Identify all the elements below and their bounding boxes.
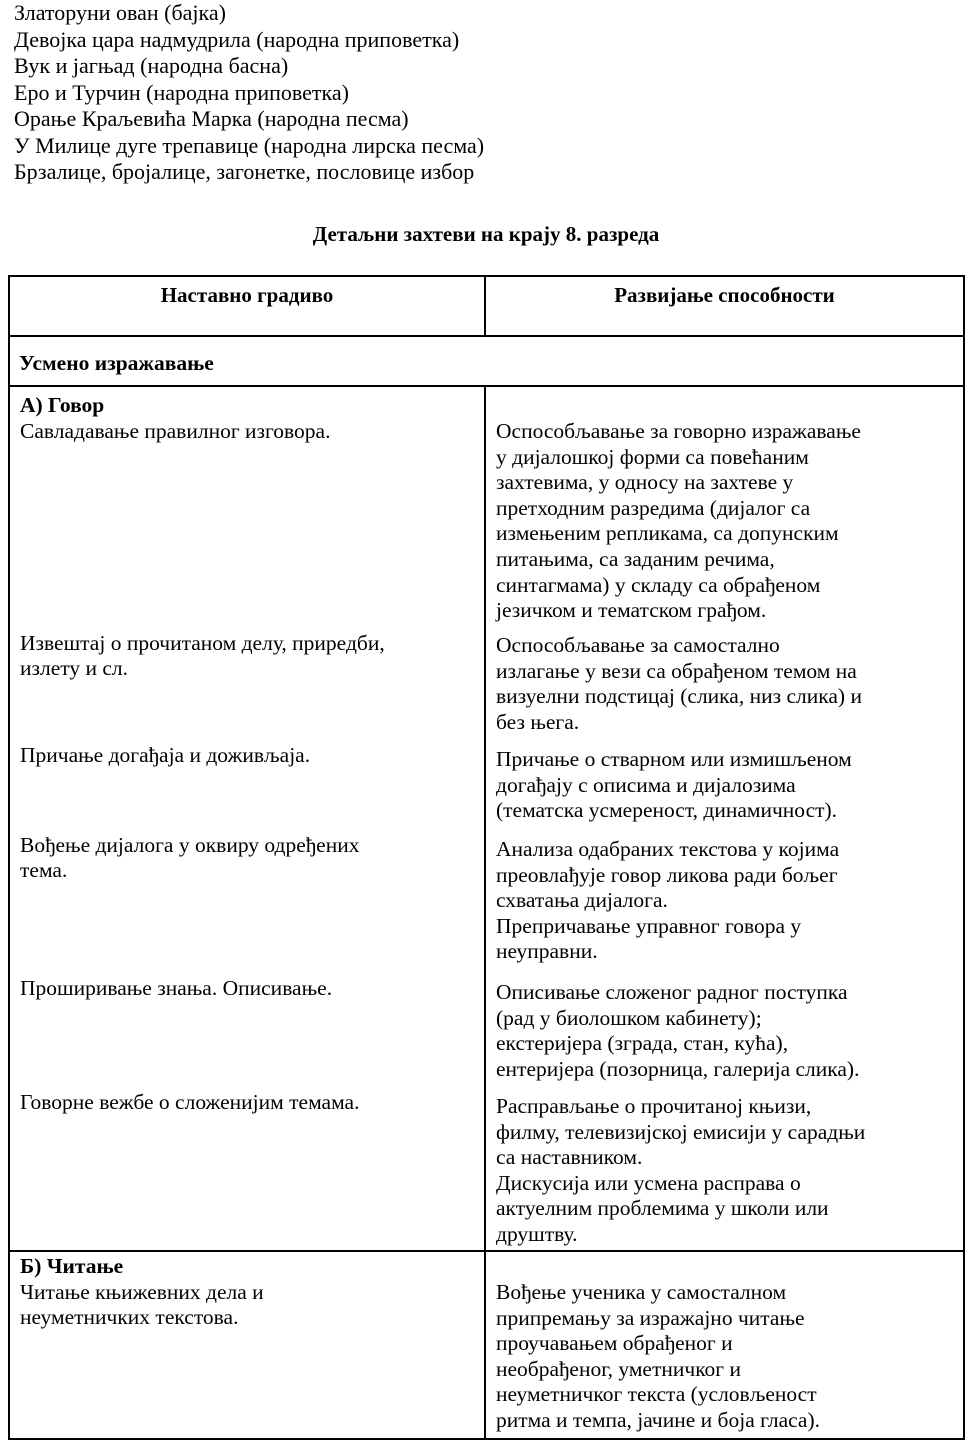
skill-text: неуправни.	[496, 939, 598, 964]
govor-topics-cell	[9, 386, 485, 1251]
skill-text: Причање о стварном или измишљеном	[496, 747, 852, 771]
list-item: Вук и јагњад (народна басна)	[14, 53, 289, 78]
skill-text: Анализа одабраних текстова у којима	[496, 837, 840, 861]
skill-text: излагање у вези са обрађеном темом на	[496, 658, 857, 683]
skill-text: ентеријера (позорница, галерија слика).	[496, 1056, 860, 1081]
skill-text: актуелним проблемима у школи или	[496, 1196, 829, 1221]
skill-text: Оспособљавање за самостално	[496, 633, 780, 657]
skill-text: Вођење ученика у самосталном	[496, 1280, 787, 1304]
topic-text: Говорне вежбе о сложенијим темама.	[20, 1089, 360, 1114]
requirements-table	[8, 275, 965, 1440]
skill-text: са наставником.	[496, 1145, 643, 1170]
skill-text: неуметничког текста (условљеност	[496, 1382, 817, 1407]
topic-text: Причање догађаја и доживљаја.	[20, 742, 311, 767]
section-row	[9, 336, 964, 386]
skill-text: Оспособљавање за говорно изражавање	[496, 419, 861, 443]
skill-text: проучавањем обрађеног и	[496, 1331, 733, 1356]
subsection-title: А) Говор	[20, 393, 105, 417]
list-item: Девојка цара надмудрила (народна приповетка)	[14, 26, 460, 52]
topic-text: Вођење дијалога у оквиру одређених	[20, 832, 360, 857]
skill-text: измењеним репликама, са допунским	[496, 521, 839, 546]
list-item: Брзалице, бројалице, загонетке, пословице избор	[14, 159, 475, 184]
skill-text: Описивање сложеног радног поступка	[496, 980, 848, 1004]
skill-text: припремању за изражајно читање	[496, 1305, 805, 1330]
skill-text: питањима, са заданим речима,	[496, 546, 775, 571]
skill-text: екстеријера (зграда, стан, кућа),	[496, 1031, 789, 1056]
skill-text: претходним разредима (дијалог са	[496, 495, 811, 520]
skill-text: ритма и темпа, јачине и боја гласа).	[496, 1407, 820, 1432]
subsection-title: Б) Читање	[20, 1254, 124, 1278]
topic-text: тема.	[20, 858, 68, 883]
section-title-oral: Усмено изражавање	[9, 336, 964, 386]
skill-text: (рад у биолошком кабинету);	[496, 1005, 762, 1030]
table-header-row	[9, 276, 964, 336]
skill-text: без њега.	[496, 709, 580, 734]
skill-text: захтевима, у односу на захтеве у	[496, 470, 794, 495]
table-row	[9, 386, 964, 1251]
topic-text: Читање књижевних дела и	[20, 1279, 264, 1304]
topic-text: Савладавање правилног изговора.	[20, 418, 331, 443]
citanje-skills-cell	[485, 1251, 964, 1439]
list-item: Златоруни ован (бајка)	[14, 0, 226, 25]
intro-reading-list	[14, 0, 914, 186]
skill-text: Препричавање управног говора у	[496, 913, 802, 938]
skill-text: друштву.	[496, 1221, 578, 1246]
topic-text: Извештај о прочитаном делу, приредби,	[20, 630, 385, 655]
topic-text: Проширивање знања. Описивање.	[20, 975, 333, 1000]
skill-text: необрађеног, уметничког и	[496, 1356, 741, 1381]
table-row	[9, 1251, 964, 1439]
list-item: Орање Краљевића Марка (народна песма)	[14, 106, 409, 131]
skill-text: у дијалошкој форми са повећаним	[496, 444, 809, 469]
citanje-topics-cell	[9, 1251, 485, 1439]
section-heading: Детаљни захтеви на крају 8. разреда	[312, 222, 660, 246]
skill-text: догађају с описима и дијалозима	[496, 772, 796, 797]
topic-text: неуметничких текстова.	[20, 1305, 239, 1330]
list-item: Еро и Турчин (народна приповетка)	[14, 79, 349, 105]
skill-text: филму, телевизијској емисији у сарадњи	[496, 1119, 866, 1144]
skill-text: (тематска усмереност, динамичност).	[496, 798, 838, 823]
skill-text: визуелни подстицај (слика, низ слика) и	[496, 684, 862, 709]
column-header: Развијање способности	[485, 276, 964, 336]
govor-skills-cell	[485, 386, 964, 1251]
list-item: У Милице дуге трепавице (народна лирска песма)	[14, 132, 485, 158]
skill-text: Расправљање о прочитаној књизи,	[496, 1094, 812, 1118]
column-header: Наставно градиво	[9, 276, 485, 336]
skill-text: преовлађује говор ликова ради бољег	[496, 862, 838, 887]
skill-text: схватања дијалога.	[496, 888, 668, 913]
topic-text: излету и сл.	[20, 656, 129, 681]
skill-text: Дискусија или усмена расправа о	[496, 1170, 801, 1195]
skill-text: синтагмама) у складу са обрађеном	[496, 572, 821, 597]
skill-text: језичком и тематском грађом.	[496, 598, 767, 623]
